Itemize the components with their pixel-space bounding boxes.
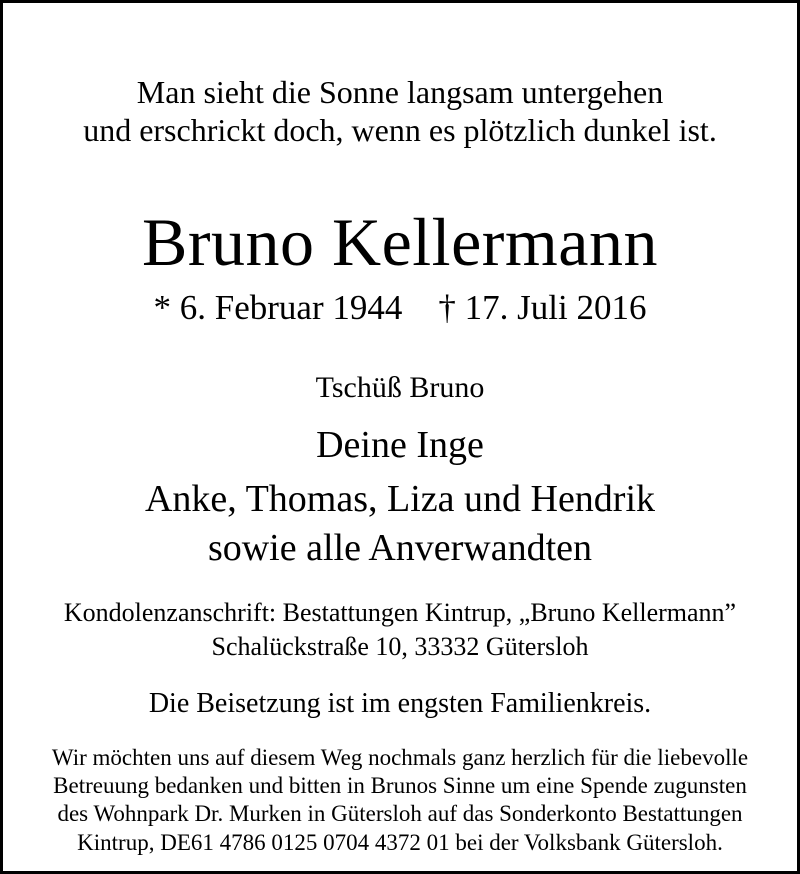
thanks-line-1: Wir möchten uns auf diesem Weg nochmals ganz herzlich für die liebevolle	[51, 745, 749, 770]
death-date: † 17. Juli 2016	[438, 288, 647, 327]
mourner-line-3: sowie alle Anverwandten	[207, 527, 593, 569]
quote-line-2: und erschrickt doch, wenn es plötzlich dunkel ist.	[83, 112, 717, 148]
deceased-name: Bruno Kellermann	[142, 204, 658, 280]
mourner-line-1: Deine Inge	[316, 424, 484, 466]
burial-note: Die Beisetzung ist im engsten Familienkreis.	[148, 688, 652, 719]
life-dates	[3, 290, 797, 325]
condolence-address-line-2: Schalückstraße 10, 33332 Gütersloh	[211, 632, 589, 661]
birth-date: * 6. Februar 1944	[153, 288, 403, 327]
mourner-line-2: Anke, Thomas, Liza und Hendrik	[144, 478, 656, 520]
thanks-line-2: Betreuung bedanken und bitten in Brunos Sinne um eine Spende zugunsten	[53, 773, 747, 798]
farewell-line: Tschüß Bruno	[315, 371, 485, 404]
thanks-line-3: des Wohnpark Dr. Murken in Gütersloh auf das Sonderkonto Bestattungen	[57, 801, 743, 826]
thanks-line-4: Kintrup, DE61 4786 0125 0704 4372 01 bei der Volksbank Gütersloh.	[77, 830, 723, 855]
condolence-address-line-1: Kondolenzanschrift: Bestattungen Kintrup, „Bruno Kellermann”	[63, 598, 737, 627]
quote-line-1: Man sieht die Sonne langsam untergehen	[136, 74, 664, 110]
